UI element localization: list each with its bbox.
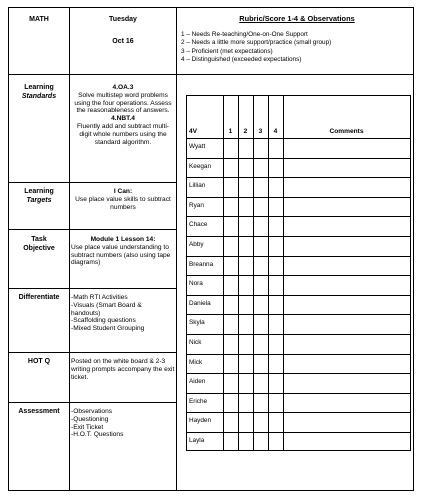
- standard-code: 4.NBT.4: [111, 115, 135, 123]
- row-divider: [9, 402, 176, 403]
- grid-row-divider: [187, 236, 410, 237]
- objective-content: [71, 236, 175, 267]
- assessment-list: [71, 408, 175, 439]
- standard-text: Solve multistep word problems using the four operations. Assess the reasonableness of answers.: [74, 91, 172, 115]
- grid-column-divider: [238, 96, 239, 450]
- student-name: Aiden: [189, 378, 206, 386]
- row-divider: [9, 288, 176, 289]
- objective-text: Use place value understanding to subtract numbers (also using tape diagrams): [71, 243, 171, 267]
- student-name: Wyatt: [189, 143, 206, 150]
- targets-label: [9, 188, 69, 205]
- student-name: Skyla: [189, 319, 205, 327]
- student-name: Chace: [189, 221, 208, 229]
- row-divider: [9, 182, 176, 183]
- targets-label-line2: Targets: [26, 196, 52, 204]
- standard-text: Fluently add and subtract multi-digit whole numbers using the standard algorithm.: [77, 122, 169, 146]
- hotq-text: Posted on the white board & 2-3 writing prompts accompany the exit ticket.: [71, 358, 175, 381]
- student-name: Mick: [189, 358, 203, 366]
- rubric-level: 2 – Needs a little more support/practice (small group): [181, 39, 332, 47]
- standards-label: [9, 84, 69, 101]
- grid-row-divider: [187, 373, 410, 374]
- grid-column-divider: [283, 96, 284, 450]
- standards-label-line1: Learning: [24, 84, 54, 91]
- list-item: handouts): [71, 309, 101, 317]
- targets-heading: I Can:: [113, 188, 133, 195]
- observation-grid: [186, 95, 411, 451]
- grid-column-divider: [253, 96, 254, 450]
- student-name: Daniela: [189, 299, 211, 307]
- list-item: -Observations: [71, 408, 113, 415]
- grid-row-divider: [187, 334, 410, 335]
- student-name: Eriche: [189, 397, 208, 405]
- rubric-level: 4 – Distinguished (exceeded expectations): [181, 55, 302, 63]
- grid-row-divider: [187, 393, 410, 394]
- targets-text: Use place value skills to subtract numbers: [75, 195, 171, 211]
- grid-row-divider: [187, 275, 410, 276]
- comments-header: Comments: [329, 128, 364, 135]
- list-item: -Questioning: [71, 415, 109, 423]
- row-divider: [9, 229, 176, 230]
- student-name: Abby: [189, 241, 204, 248]
- list-item: -Exit Ticket: [71, 423, 104, 431]
- rubric-title: Rubric/Score 1-4 & Observations: [239, 14, 355, 23]
- lesson-plan-page: [8, 7, 414, 491]
- class-label: 4V: [189, 128, 198, 135]
- differentiate-list: [71, 294, 175, 333]
- student-name: Ryan: [189, 201, 204, 209]
- grid-row-divider: [187, 354, 410, 355]
- grid-row-divider: [187, 256, 410, 257]
- targets-content: [71, 188, 175, 211]
- grid-row-divider: [187, 158, 410, 159]
- grid-row-divider: [187, 295, 410, 296]
- differentiate-label: Differentiate: [18, 294, 60, 301]
- standards-label-line2: Standards: [21, 92, 57, 100]
- day-label: Tuesday: [109, 16, 137, 23]
- score-header: 2: [243, 128, 248, 135]
- student-name: Keegan: [189, 162, 212, 170]
- row-divider: [9, 352, 176, 353]
- score-header: 1: [228, 128, 233, 135]
- assessment-label: Assessment: [18, 408, 60, 415]
- student-name: Nick: [189, 339, 202, 346]
- date-label: Oct 16: [112, 38, 134, 45]
- student-name: Nora: [189, 280, 203, 288]
- rubric-divider: [176, 74, 414, 75]
- score-header: 4: [273, 128, 278, 135]
- grid-row-divider: [187, 197, 410, 198]
- rubric-levels: [181, 31, 413, 64]
- grid-row-divider: [187, 177, 410, 178]
- grid-row-divider: [187, 314, 410, 315]
- label-column-divider: [69, 8, 70, 490]
- score-header: 3: [258, 128, 263, 135]
- objective-heading: Module 1 Lesson 14:: [90, 236, 156, 243]
- list-item: -Math RTI Activities: [71, 294, 128, 301]
- rubric-level: 3 – Proficient (met expectations): [181, 47, 273, 55]
- objective-label: [9, 236, 69, 253]
- objective-label-line1: Task: [31, 236, 47, 243]
- hotq-label: HOT Q: [27, 358, 51, 365]
- standard-code: 4.OA.3: [112, 84, 134, 91]
- student-name: Hayden: [189, 417, 212, 425]
- subject-label: MATH: [29, 16, 49, 23]
- rubric-level: 1 – Needs Re-teaching/One-on-One Support: [181, 31, 308, 38]
- content-column-divider: [176, 8, 177, 490]
- grid-row-divider: [187, 216, 410, 217]
- objective-label-line2: Objective: [23, 244, 55, 252]
- list-item: -Visuals (Smart Board &: [71, 301, 142, 309]
- grid-row-divider: [187, 412, 410, 413]
- standards-content: [71, 84, 175, 146]
- student-name: Lillian: [189, 182, 206, 190]
- targets-label-line1: Learning: [24, 188, 54, 195]
- grid-header-divider: [187, 138, 410, 139]
- grid-column-divider: [223, 96, 224, 450]
- list-item: -Scaffolding questions: [71, 317, 136, 325]
- grid-column-divider: [268, 96, 269, 450]
- grid-row-divider: [187, 432, 410, 433]
- row-divider: [9, 74, 176, 75]
- student-name: Breanna: [189, 260, 214, 268]
- list-item: -Mixed Student Grouping: [71, 325, 145, 333]
- student-name: Layla: [189, 437, 205, 444]
- list-item: -H.O.T. Questions: [71, 431, 124, 439]
